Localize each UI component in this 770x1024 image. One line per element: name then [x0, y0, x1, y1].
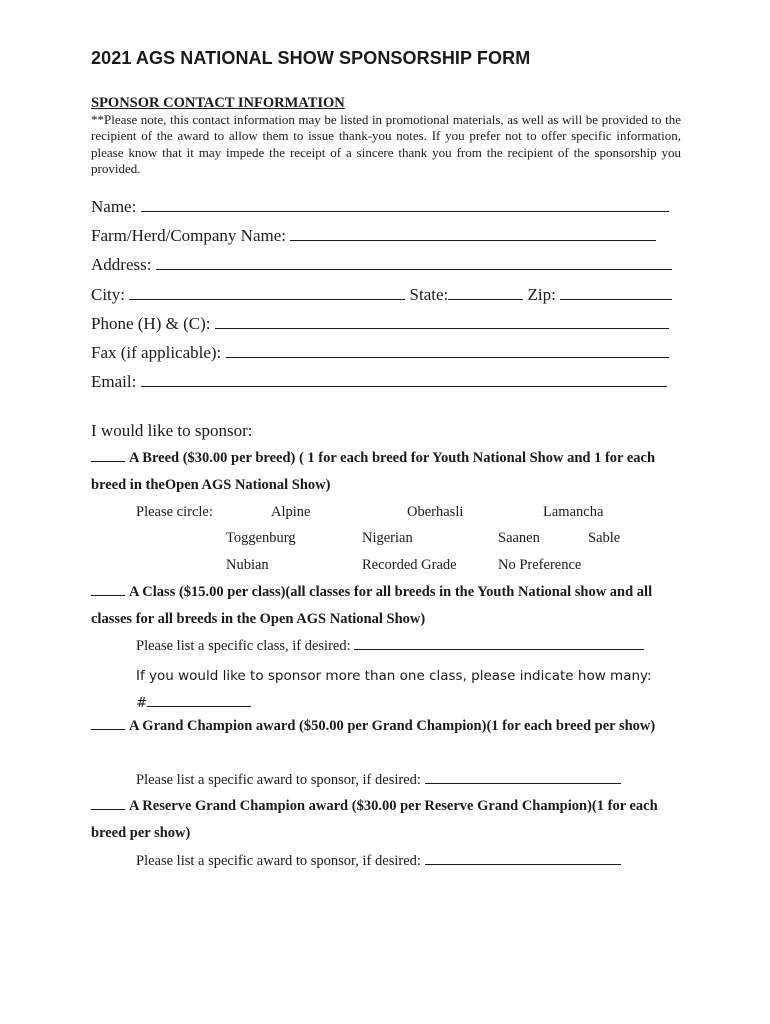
grand-specific-field[interactable] [425, 771, 621, 784]
grand-champion-option [91, 713, 681, 740]
class-count-field[interactable] [147, 694, 251, 707]
company-label: Farm/Herd/Company Name: [91, 226, 286, 245]
breed-saanen[interactable]: Saanen [498, 530, 540, 546]
company-field[interactable] [290, 225, 656, 241]
phone-row [91, 313, 669, 334]
state-field[interactable] [448, 284, 523, 300]
grand-champion-text: A Grand Champion award ($50.00 per Grand Champion)(1 for each breed per show) [129, 718, 656, 734]
breed-toggenburg[interactable]: Toggenburg [226, 530, 296, 546]
address-field[interactable] [156, 254, 672, 270]
class-specific-field[interactable] [354, 637, 644, 650]
contact-section-heading: SPONSOR CONTACT INFORMATION [91, 95, 345, 111]
breed-option [91, 445, 681, 499]
zip-field[interactable] [560, 284, 672, 300]
city-label: City: [91, 285, 126, 304]
form-title: 2021 AGS NATIONAL SHOW SPONSORSHIP FORM [91, 48, 531, 68]
class-option [91, 579, 681, 633]
reserve-specific-row [136, 852, 621, 870]
grand-specific-row [136, 771, 621, 789]
breed-alpine[interactable]: Alpine [271, 504, 311, 520]
zip-label: Zip: [527, 285, 556, 304]
contact-note: **Please note, this contact information may be listed in promotional materials, as well as will be provided to the recipient of the award to allow them to issue thank-you notes. If you prefer not to offer specific information, please know that it may impede the receipt of a sincere thank you from the recipient of the sponsorship you provided. [91, 112, 681, 176]
fax-label: Fax (if applicable): [91, 343, 222, 362]
phone-label: Phone (H) & (C): [91, 314, 211, 333]
fax-field[interactable] [226, 342, 669, 358]
breed-nubian[interactable]: Nubian [226, 557, 269, 573]
breed-oberhasli[interactable]: Oberhasli [407, 504, 464, 520]
class-specific-row [136, 637, 644, 655]
class-multi-label: If you would like to sponsor more than one class, please indicate how many: [136, 668, 652, 684]
breed-no-preference[interactable]: No Preference [498, 557, 582, 573]
class-option-blank[interactable] [91, 583, 125, 596]
breed-option-blank[interactable] [91, 449, 125, 462]
class-specific-label: Please list a specific class, if desired: [136, 638, 351, 654]
email-row [91, 371, 667, 392]
address-label: Address: [91, 255, 152, 274]
breed-sable[interactable]: Sable [588, 530, 621, 546]
reserve-specific-label: Please list a specific award to sponsor, if desired: [136, 853, 421, 869]
email-label: Email: [91, 372, 137, 391]
class-count-prefix: # [136, 695, 148, 711]
city-field[interactable] [129, 284, 405, 300]
breed-lamancha[interactable]: Lamancha [543, 504, 604, 520]
name-label: Name: [91, 197, 137, 216]
fax-row [91, 342, 669, 363]
city-state-zip-row [91, 284, 672, 305]
breed-nigerian[interactable]: Nigerian [362, 530, 413, 546]
breed-option-text: A Breed ($30.00 per breed) ( 1 for each breed for Youth National Show and 1 for each breed in theOpen AGS National Show) [91, 450, 656, 493]
state-label: State: [409, 285, 449, 304]
grand-specific-label: Please list a specific award to sponsor, if desired: [136, 772, 421, 788]
reserve-champion-text: A Reserve Grand Champion award ($30.00 per Reserve Grand Champion)(1 for each breed per show) [91, 798, 658, 841]
grand-champion-blank[interactable] [91, 717, 125, 730]
address-row [91, 254, 672, 275]
reserve-champion-blank[interactable] [91, 797, 125, 810]
class-multi-row [136, 663, 681, 717]
class-option-text: A Class ($15.00 per class)(all classes for all breeds in the Youth National show and all classes for all breeds in the Open AGS National Show) [91, 584, 653, 627]
reserve-specific-field[interactable] [425, 852, 621, 865]
email-field[interactable] [141, 371, 667, 387]
name-row [91, 196, 669, 217]
breed-recorded-grade[interactable]: Recorded Grade [362, 557, 457, 573]
sponsor-intro: I would like to sponsor: [91, 421, 253, 440]
please-circle-label: Please circle: [136, 504, 213, 520]
reserve-champion-option [91, 793, 681, 847]
company-row [91, 225, 656, 246]
phone-field[interactable] [215, 313, 669, 329]
name-field[interactable] [141, 196, 669, 212]
